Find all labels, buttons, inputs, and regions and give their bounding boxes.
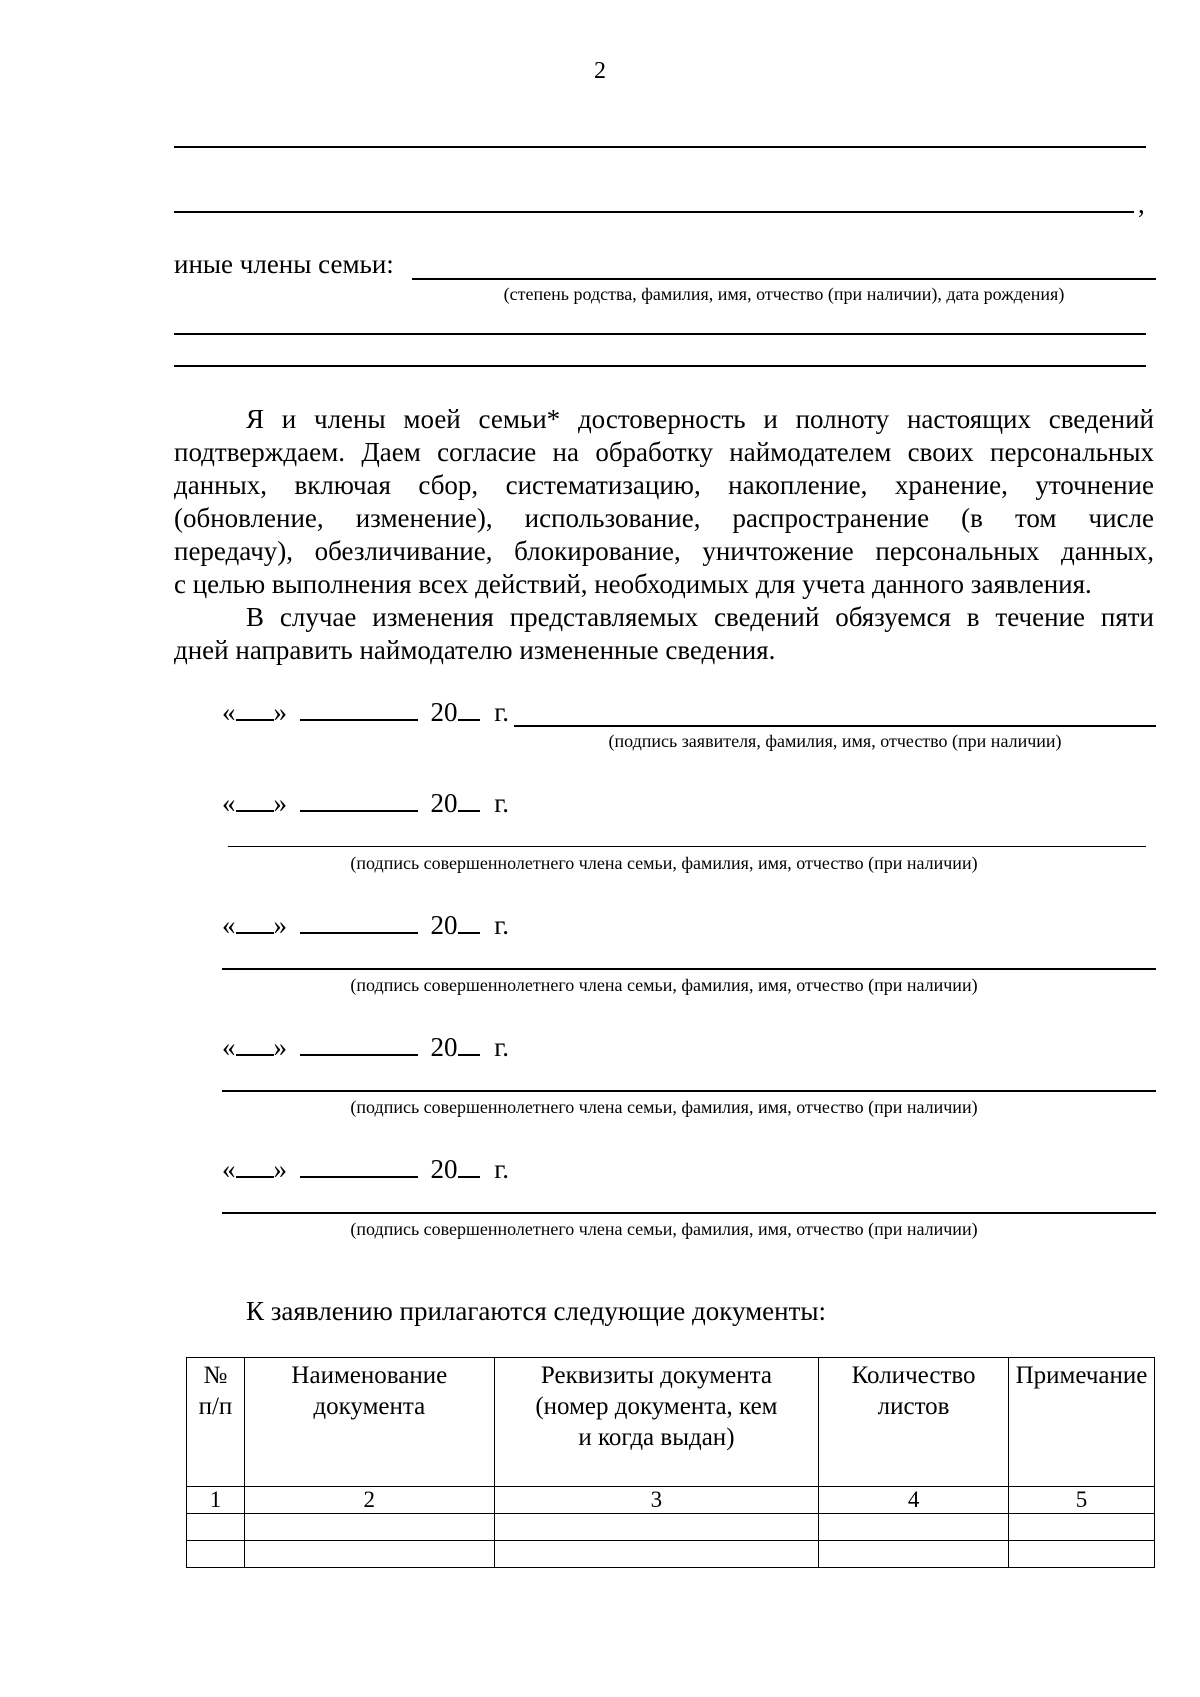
consent-paragraph <box>174 403 1154 667</box>
table-cell[interactable] <box>187 1541 245 1568</box>
text-line: дней направить наймодателю измененные сведения. <box>174 635 776 665</box>
table-cell[interactable] <box>819 1514 1009 1541</box>
text-line: передачу), обезличивание, блокирование, уничтожение персональных данных, <box>174 536 1154 566</box>
member-signature-field[interactable] <box>228 846 1146 847</box>
text-line: В случае изменения представляемых сведений обязуемся в течение пяти <box>246 602 1154 632</box>
attachments-table <box>186 1357 1155 1568</box>
member-signature-field[interactable] <box>222 1090 1156 1092</box>
text-line: данных, включая сбор, систематизацию, накопление, хранение, уточнение <box>174 470 1154 500</box>
date-field[interactable]: « » 20 г. <box>222 910 510 940</box>
column-number: 1 <box>187 1487 245 1514</box>
blank-line[interactable] <box>174 365 1146 367</box>
applicant-signature-field[interactable] <box>514 725 1156 727</box>
text-line: подтверждаем. Даем согласие на обработку наймодателем своих персональных <box>174 437 1154 467</box>
table-cell[interactable] <box>244 1541 494 1568</box>
date-field[interactable]: « » 20 г. <box>222 1032 510 1062</box>
column-number-row <box>187 1487 1155 1514</box>
attachments-intro: К заявлению прилагаются следующие документы: <box>246 1296 827 1326</box>
text-line: Я и члены моей семьи* достоверность и полноту настоящих сведений <box>246 404 1154 434</box>
table-cell[interactable] <box>494 1541 818 1568</box>
member-signature-caption: (подпись совершеннолетнего члена семьи, фамилия, имя, отчество (при наличии) <box>350 1219 978 1239</box>
table-cell[interactable] <box>187 1514 245 1541</box>
column-number: 3 <box>494 1487 818 1514</box>
blank-line[interactable] <box>174 333 1146 335</box>
column-header: Наименование документа <box>244 1358 494 1487</box>
table-row <box>187 1514 1155 1541</box>
member-signature-field[interactable] <box>222 968 1156 970</box>
blank-line[interactable] <box>174 146 1146 148</box>
column-number: 4 <box>819 1487 1009 1514</box>
other-family-caption: (степень родства, фамилия, имя, отчество (при наличии), дата рождения) <box>503 284 1065 304</box>
column-header: Примечание <box>1008 1358 1154 1487</box>
comma: , <box>1138 189 1145 219</box>
column-number: 2 <box>244 1487 494 1514</box>
table-row <box>187 1541 1155 1568</box>
other-family-label: иные члены семьи: <box>174 249 394 279</box>
column-header: № п/п <box>187 1358 245 1487</box>
member-signature-caption: (подпись совершеннолетнего члена семьи, фамилия, имя, отчество (при наличии) <box>350 1097 978 1117</box>
table-cell[interactable] <box>1008 1541 1154 1568</box>
column-header: Количество листов <box>819 1358 1009 1487</box>
member-signature-field[interactable] <box>222 1212 1156 1214</box>
text-line: с целью выполнения всех действий, необходимых для учета данного заявления. <box>174 569 1092 599</box>
blank-line[interactable] <box>174 211 1134 213</box>
text-line: (обновление, изменение), использование, распространение (в том числе <box>174 503 1154 533</box>
other-family-field[interactable] <box>412 278 1156 280</box>
table-header-row <box>187 1358 1155 1487</box>
table-cell[interactable] <box>819 1541 1009 1568</box>
table-cell[interactable] <box>494 1514 818 1541</box>
column-header: Реквизиты документа (номер документа, кем и когда выдан) <box>494 1358 818 1487</box>
member-signature-caption: (подпись совершеннолетнего члена семьи, фамилия, имя, отчество (при наличии) <box>350 853 978 873</box>
date-field[interactable]: « » 20 г. <box>222 788 510 818</box>
date-field[interactable]: « » 20 г. <box>222 697 510 727</box>
page-number: 2 <box>594 58 606 84</box>
table-cell[interactable] <box>1008 1514 1154 1541</box>
column-number: 5 <box>1008 1487 1154 1514</box>
date-field[interactable]: « » 20 г. <box>222 1154 510 1184</box>
table-cell[interactable] <box>244 1514 494 1541</box>
member-signature-caption: (подпись совершеннолетнего члена семьи, фамилия, имя, отчество (при наличии) <box>350 975 978 995</box>
applicant-signature-caption: (подпись заявителя, фамилия, имя, отчество (при наличии) <box>608 731 1062 751</box>
